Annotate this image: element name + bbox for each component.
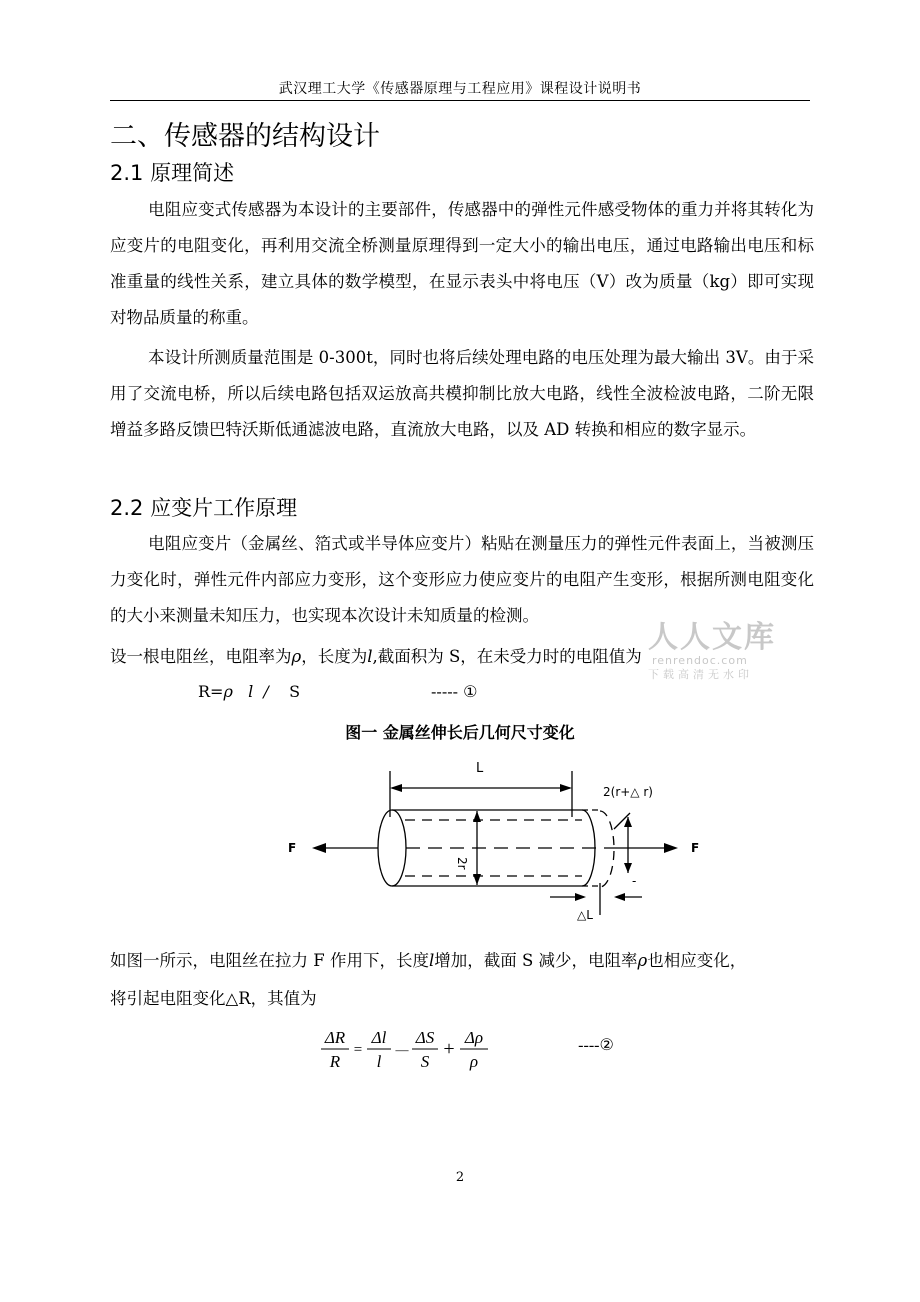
resistance-wire-line: [110, 643, 642, 667]
fraction-denominator: l: [376, 1052, 382, 1071]
label-2r: 2r: [455, 857, 469, 870]
paragraph-text: 本设计所测质量范围是 0-300t，同时也将后续处理电路的电压处理为最大输出 3V。由于采用了交流电桥，所以后续电路包括双运放高共模抑制比放大电路，线性全波检波电路，二阶无限增益多路反馈巴特沃斯低通滤波电路，直流放大电路，以及 AD 转换和相应的数字显示。: [110, 348, 814, 439]
subsection-title-2-2: 2.2 应变片工作原理: [110, 496, 298, 520]
watermark-domain: renrendoc.com: [652, 654, 748, 667]
formula-tag-1: ----- ①: [431, 682, 478, 701]
watermark-main: 人人文库: [648, 620, 776, 655]
length-symbol: l: [248, 682, 254, 701]
arrow-head: [614, 893, 625, 901]
rho-symbol: ρ: [291, 647, 302, 666]
paragraph-text: 电阻应变式传感器为本设计的主要部件，传感器中的弹性元件感受物体的重力并将其转化为应变片的电阻变化，再利用交流全桥测量原理得到一定大小的输出电压，通过电路输出电压和标准重量的线性关系，建立具体的数学模型，在显示表头中将电压（V）改为质量（kg）即可实现对物品质量的称重。: [110, 200, 814, 327]
figure-caption: 图一 金属丝伸长后几何尺寸变化: [345, 723, 575, 742]
text-run: ，长度为: [301, 647, 368, 666]
fraction-numerator: ΔS: [415, 1028, 435, 1047]
watermark-sub: 下载高清无水印: [648, 668, 753, 681]
page-number: 2: [455, 1170, 465, 1185]
plus-sign: +: [443, 1038, 455, 1060]
arrow-head: [473, 811, 481, 822]
fraction-denominator: R: [329, 1052, 341, 1071]
minus-sign: —: [395, 1042, 409, 1057]
label-dash: -: [632, 874, 637, 888]
text-run: 增加，截面 S 减少，电阻率: [434, 951, 638, 970]
arrow-head: [390, 784, 402, 792]
section-title: 二、传感器的结构设计: [110, 121, 380, 152]
paragraph-text: 电阻应变片（金属丝、箔式或半导体应变片）粘贴在测量压力的弹性元件表面上，当被测压力变化时，弹性元件内部应力变形，这个变形应力使应变片的电阻产生变形，根据所测电阻变化的大小来测量未知压力，也实现本次设计未知质量的检测。: [110, 534, 814, 625]
wire-left-end: [378, 810, 406, 886]
rho-symbol: ρ: [223, 682, 233, 701]
watermark: [648, 622, 776, 682]
force-arrow-left: [312, 843, 326, 853]
fraction-denominator: S: [420, 1052, 430, 1071]
arrow-head: [473, 874, 481, 885]
fraction-numerator: ΔR: [324, 1028, 346, 1047]
slash-symbol: /: [263, 682, 269, 701]
paragraph-principle-1: [110, 192, 814, 336]
paragraph-strain-gauge: [110, 526, 814, 634]
label-F-left: F: [288, 841, 297, 855]
rho-symbol: ρ: [637, 951, 648, 970]
after-figure-line-1: [110, 947, 746, 971]
arrow-head: [624, 863, 632, 873]
wire-deformation-figure: [270, 755, 720, 930]
formula-resistance-change: [318, 1022, 638, 1077]
paragraph-principle-2: [110, 340, 814, 448]
extended-end: [600, 811, 614, 887]
header-rule: [110, 100, 810, 101]
label-L: L: [476, 761, 484, 776]
fraction-denominator: ρ: [469, 1052, 479, 1071]
formula-tag-2: ----②: [578, 1037, 614, 1054]
after-figure-line-2: 将引起电阻变化△R，其值为: [110, 989, 317, 1008]
fraction-numerator: Δρ: [464, 1028, 484, 1047]
text-run: 也相应变化，: [647, 951, 747, 970]
formula-lhs: R=: [198, 682, 224, 701]
arrow-head: [560, 784, 572, 792]
arrow-head: [575, 893, 586, 901]
label-delta-r: 2(r+△ r): [603, 785, 653, 799]
area-symbol: S: [289, 682, 301, 701]
formula-resistance: [198, 682, 478, 701]
force-arrow-right: [664, 843, 678, 853]
length-symbol: l: [428, 951, 435, 970]
label-delta-L: △L: [577, 908, 593, 922]
subsection-title-2-1: 2.1 原理简述: [110, 161, 235, 185]
fraction-numerator: Δl: [371, 1028, 387, 1047]
label-F-right: F: [691, 841, 700, 855]
length-symbol: l: [367, 647, 373, 666]
text-run: 设一根电阻丝，电阻率为: [110, 647, 292, 666]
text-run: 如图一所示，电阻丝在拉力 F 作用下，长度: [110, 951, 429, 970]
equals-sign: =: [353, 1042, 363, 1058]
page-header: 武汉理工大学《传感器原理与工程应用》课程设计说明书: [278, 81, 642, 97]
text-run: ,截面积为 S，在未受力时的电阻值为: [372, 647, 642, 666]
